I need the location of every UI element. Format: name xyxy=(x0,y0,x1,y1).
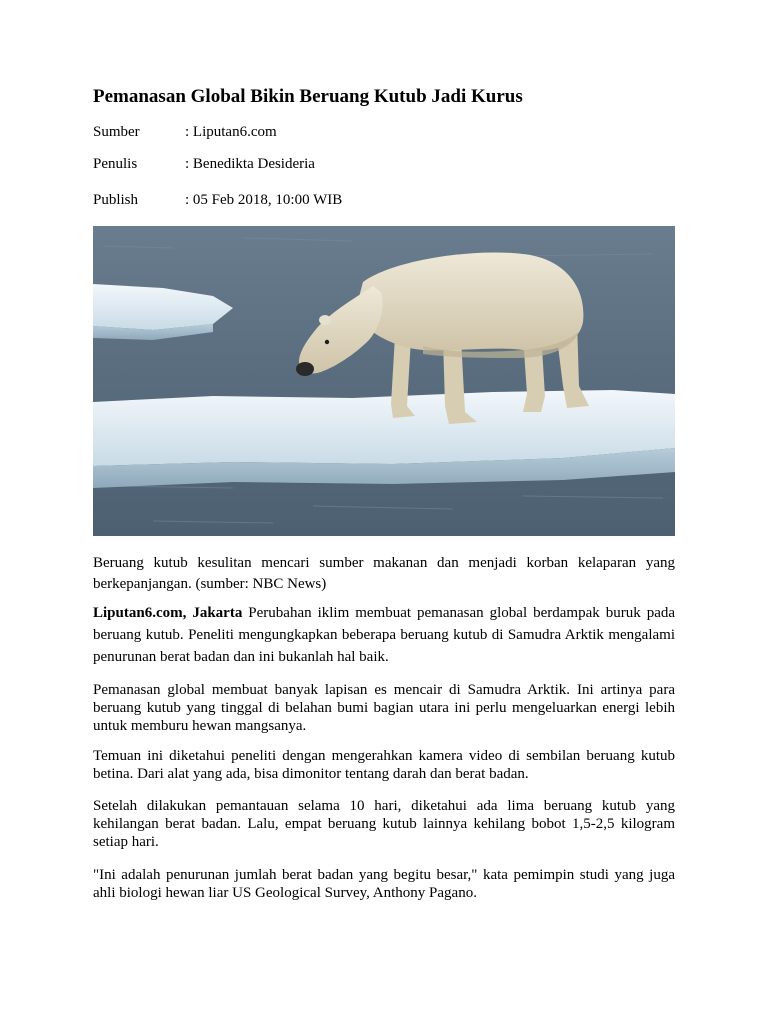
meta-source xyxy=(93,124,277,141)
paragraph-2: Pemanasan global membuat banyak lapisan es mencair di Samudra Arktik. Ini artinya para beruang kutub yang tinggal di belahan bumi bagian utara ini perlu mengeluarkan energi lebih untuk memburu hewan mangsanya. xyxy=(93,682,675,734)
paragraph-1-text: Perubahan iklim membuat pemanasan global berdampak buruk pada beruang kutub. Peneliti mengungkapkan beberapa beruang kutub di Samudra Arktik mengalami penurunan berat badan dan ini bukanlah hal baik. xyxy=(93,605,676,665)
meta-author xyxy=(93,156,315,173)
meta-author-value: : Benedikta Desideria xyxy=(185,156,315,172)
meta-publish-value: : 05 Feb 2018, 10:00 WIB xyxy=(185,192,343,208)
paragraph-4: Setelah dilakukan pemantauan selama 10 hari, diketahui ada lima beruang kutub yang kehilangan berat badan. Lalu, empat beruang kutub lainnya kehilang bobot 1,5-2,5 kilogram setiap hari. xyxy=(93,798,675,850)
meta-source-value: : Liputan6.com xyxy=(185,124,277,140)
polar-bear-photo xyxy=(93,226,675,536)
paragraph-1 xyxy=(93,602,675,668)
meta-publish-label: Publish xyxy=(93,192,139,208)
paragraph-5: "Ini adalah penurunan jumlah berat badan yang begitu besar," kata pemimpin studi yang juga ahli biologi hewan liar US Geological Survey, Anthony Pagano. xyxy=(93,867,675,901)
article-title: Pemanasan Global Bikin Beruang Kutub Jadi Kurus xyxy=(93,86,523,107)
meta-source-label: Sumber xyxy=(93,124,140,140)
meta-author-label: Penulis xyxy=(93,156,138,172)
meta-publish xyxy=(93,192,342,209)
photo-caption: Beruang kutub kesulitan mencari sumber makanan dan menjadi korban kelaparan yang berkepanjangan. (sumber: NBC News) xyxy=(93,555,675,592)
paragraph-1-lead: Liputan6.com, Jakarta xyxy=(93,605,243,621)
paragraph-3: Temuan ini diketahui peneliti dengan mengerahkan kamera video di sembilan beruang kutub betina. Dari alat yang ada, bisa dimonitor tentang darah dan berat badan. xyxy=(93,748,675,782)
